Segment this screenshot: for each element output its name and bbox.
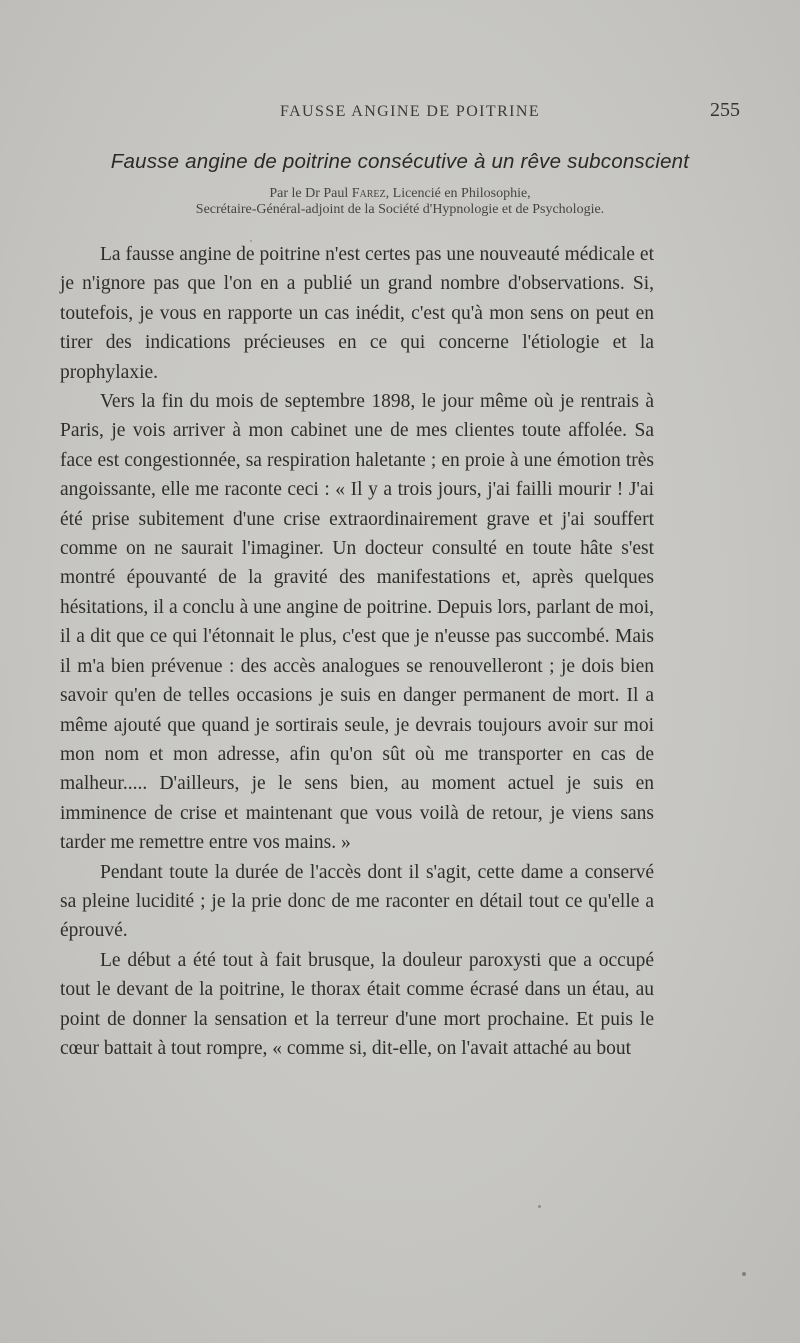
paragraph-2: Vers la fin du mois de septembre 1898, le jour même où je rentrais à Paris, je vois arriver à mon cabinet une de mes clientes toute affolée. Sa face est congestionnée, sa respiration haletante ; en proie à une émotion très angoissante, elle me raconte ceci : « Il y a trois jours, j'ai failli mourir ! J'ai été prise subitement d'une crise extraordinairement grave et j'ai souffert comme on ne saurait l'imaginer. Un docteur consulté en toute hâte s'est montré épouvanté de la gravité des manifestations et, après quelques hésitations, il a conclu à une angine de poitrine. Depuis lors, parlant de moi, il a dit que ce qui l'étonnait le plus, c'est que je n'eusse pas succombé. Mais il m'a bien prévenue : des accès analogues se renouvelleront ; je dois bien savoir qu'en de telles occasions je suis en danger permanent de mort. Il a même ajouté que quand je sortirais seule, je devrais toujours avoir sur moi mon nom et mon adresse, afin qu'on sût où me transporter en cas de malheur..... D'ailleurs, je le sens bien, au moment actuel je suis en imminence de crise et maintenant que vous voilà de retour, je viens sans tarder me remettre entre vos mains. »: [60, 391, 654, 854]
paragraph-1: La fausse angine de poitrine n'est certes pas une nouveauté médicale et je n'ignore pas que l'on en a publié un grand nombre d'observations. Si, toutefois, je vous en rapporte un cas inédit, c'est qu'à mon sens on peut en tirer des indications précieuses en ce qui concerne l'étiologie et la prophylaxie.: [60, 244, 654, 383]
byline: [60, 186, 740, 218]
paper-speck: [538, 1205, 541, 1208]
byline-line-1: [60, 186, 740, 202]
paper-speck: [250, 240, 252, 242]
author-surname: Farez: [351, 186, 386, 201]
paper-speck: [742, 1272, 746, 1276]
byline-line-2: Secrétaire-Général-adjoint de la Société d'Hypnologie et de Psychologie.: [195, 202, 605, 217]
article-body: [60, 240, 654, 1063]
paragraph-3: Pendant toute la durée de l'accès dont il s'agit, cette dame a conservé sa pleine lucidité ; je la prie donc de me raconter en détail tout ce qu'elle a éprouvé.: [60, 861, 654, 942]
running-head: [60, 99, 760, 133]
article-title: Fausse angine de poitrine consécutive à un rêve subconscient: [110, 150, 690, 173]
byline-prefix: Par le Dr Paul: [269, 186, 352, 201]
running-title: FAUSSE ANGINE DE POITRINE: [279, 103, 541, 120]
page-number: 255: [710, 99, 740, 121]
paragraph-4: Le début a été tout à fait brusque, la douleur paroxysti que a occupé tout le devant de la poitrine, le thorax était comme écrasé dans un étau, au point de donner la sensation et la terreur d'une mort prochaine. Et puis le cœur battait à tout rompre, « comme si, dit-elle, on l'avait attaché au bout: [60, 949, 654, 1059]
byline-affiliation: , Licencié en Philosophie,: [385, 186, 531, 201]
